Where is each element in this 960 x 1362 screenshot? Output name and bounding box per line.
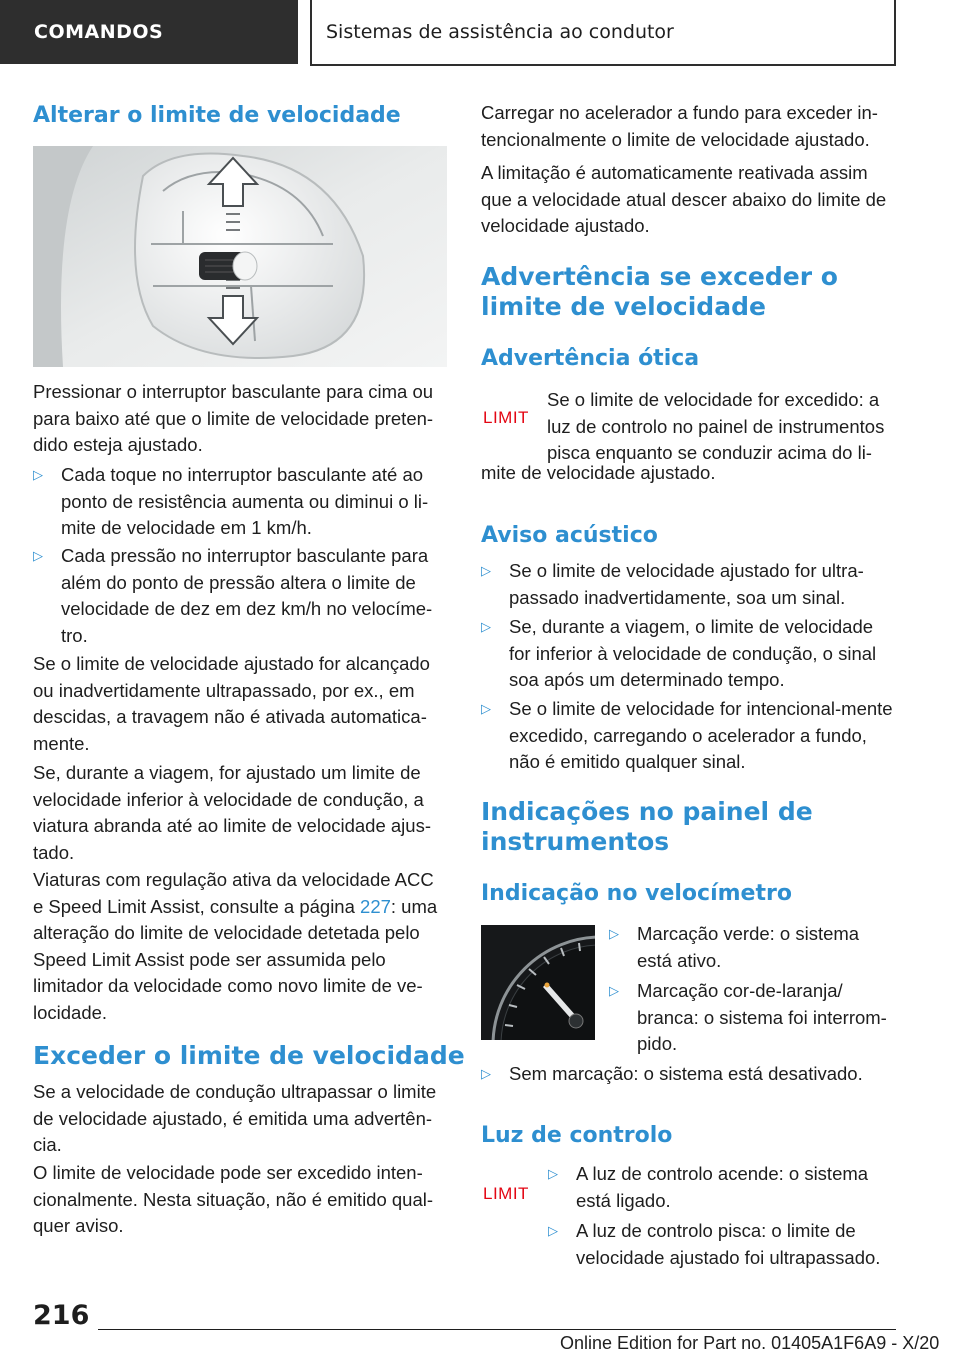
list-item <box>481 1061 897 1088</box>
list-item-text: Se, durante a viagem, o limite de velocidade for inferior à velocidade de condução, o sinal soa após um determinado tempo. <box>509 616 877 690</box>
list-item-text: A luz de controlo pisca: o limite de velocidade ajustado foi ultrapassado. <box>576 1220 881 1268</box>
steering-wheel-switch-image <box>33 146 447 367</box>
list-item-text: Marcação cor-de-laranja/ branca: o sistema foi interrom-pido. <box>637 980 887 1054</box>
triangle-bullet-icon: ▷ <box>33 467 43 482</box>
section-title: Sistemas de assistência ao condutor <box>326 21 674 43</box>
paragraph-reativada: A limitação é automaticamente reativada assim que a velocidade atual descer abaixo do limite de velocidade ajustado. <box>481 162 887 236</box>
triangle-bullet-icon: ▷ <box>609 983 619 998</box>
heading-luz-controlo: Luz de controlo <box>481 1123 673 1148</box>
list-item <box>548 1218 897 1271</box>
list-item-text: Marcação verde: o sistema está ativo. <box>637 923 860 971</box>
paragraph-alcancado: Se o limite de velocidade ajustado for alcançado ou inadvertidamente ultrapassado, por ex., em descidas, a travagem não é ativada automatica-mente. <box>33 653 430 754</box>
triangle-bullet-icon: ▷ <box>481 619 491 634</box>
paragraph-otica-cont: mite de velocidade ajustado. <box>481 462 716 483</box>
list-item <box>481 696 897 776</box>
limit-indicator-icon: LIMIT <box>483 1184 529 1203</box>
triangle-bullet-icon: ▷ <box>481 563 491 578</box>
heading-alterar-limite: Alterar o limite de velocidade <box>33 103 401 128</box>
heading-advertencia-exceder: Advertência se exceder o limite de velocidade <box>481 262 838 321</box>
footer-edition: Online Edition for Part no. 01405A1F6A9 - X/20 <box>560 1333 940 1353</box>
paragraph-carregar: Carregar no acelerador a fundo para exceder in-tencionalmente o limite de velocidade ajustado. <box>481 102 878 150</box>
paragraph-intencional: O limite de velocidade pode ser excedido inten-cionalmente. Nesta situação, não é emitido qual-quer aviso. <box>33 1162 434 1236</box>
list-item <box>481 558 897 611</box>
paragraph-acc-text: Viaturas com regulação ativa da velocidade ACC e Speed Limit Assist, consulte a página <box>33 869 434 917</box>
triangle-bullet-icon: ▷ <box>548 1166 558 1181</box>
speedometer-image <box>481 925 595 1040</box>
heading-aviso-acustico: Aviso acústico <box>481 523 658 548</box>
list-item-text: A luz de controlo acende: o sistema está ligado. <box>576 1163 869 1211</box>
header-rule <box>310 64 896 66</box>
header-divider <box>310 0 312 64</box>
footer-rule <box>98 1329 896 1330</box>
list-item-text: Se o limite de velocidade for intencional-mente excedido, carregando o acelerador a fundo, não é emitido qualquer sinal. <box>509 698 893 772</box>
header-right-border <box>894 0 896 66</box>
triangle-bullet-icon: ▷ <box>481 701 491 716</box>
paragraph-acc-text-cont: : uma alteração do limite de velocidade detetada pelo Speed Limit Assist pode ser assumida pelo limitador da velocidade como novo limite de ve-locidade. <box>33 895 438 1023</box>
limit-indicator-icon: LIMIT <box>483 408 529 427</box>
heading-indicacoes-painel: Indicações no painel de instrumentos <box>481 797 813 856</box>
paragraph-pressionar: Pressionar o interruptor basculante para cima ou para baixo até que o limite de velocidade preten-dido esteja ajustado. <box>33 381 434 455</box>
paragraph-acc <box>33 867 449 1026</box>
list-item-text: Sem marcação: o sistema está desativado. <box>509 1063 863 1084</box>
paragraph-durante-viagem: Se, durante a viagem, for ajustado um limite de velocidade inferior à velocidade de condução, a viatura abranda até ao limite de velocidade ajus-tado. <box>33 762 431 863</box>
triangle-bullet-icon: ▷ <box>609 926 619 941</box>
heading-exceder-limite: Exceder o limite de velocidade <box>33 1041 465 1070</box>
list-item <box>481 614 897 694</box>
paragraph-otica: Se o limite de velocidade for excedido: a luz de controlo no painel de instrumentos pisca enquanto se conduzir acima do li- <box>547 389 885 463</box>
heading-indicacao-velocimetro: Indicação no velocímetro <box>481 881 792 906</box>
list-item <box>609 978 897 1058</box>
triangle-bullet-icon: ▷ <box>33 548 43 563</box>
page-number: 216 <box>33 1300 90 1331</box>
list-item-text: Cada pressão no interruptor basculante para além do ponto de pressão altera o limite de velocidade de dez em dez km/h no velocíme-tro. <box>61 545 433 646</box>
heading-advertencia-otica: Advertência ótica <box>481 346 700 371</box>
page-link-227[interactable]: 227 <box>360 895 391 917</box>
list-item <box>548 1161 897 1214</box>
list-item <box>33 462 449 542</box>
list-item-text: Se o limite de velocidade ajustado for ultra-passado inadvertidamente, soa um sinal. <box>509 560 864 608</box>
list-item <box>33 543 449 649</box>
triangle-bullet-icon: ▷ <box>548 1223 558 1238</box>
list-item-text: Cada toque no interruptor basculante até ao ponto de resistência aumenta ou diminui o li-mite de velocidade em 1 km/h. <box>61 464 429 538</box>
chapter-tab: COMANDOS <box>0 0 298 64</box>
triangle-bullet-icon: ▷ <box>481 1066 491 1081</box>
paragraph-exceder: Se a velocidade de condução ultrapassar o limite de velocidade ajustado, é emitida uma advertên-cia. <box>33 1081 437 1155</box>
list-item <box>609 921 897 974</box>
